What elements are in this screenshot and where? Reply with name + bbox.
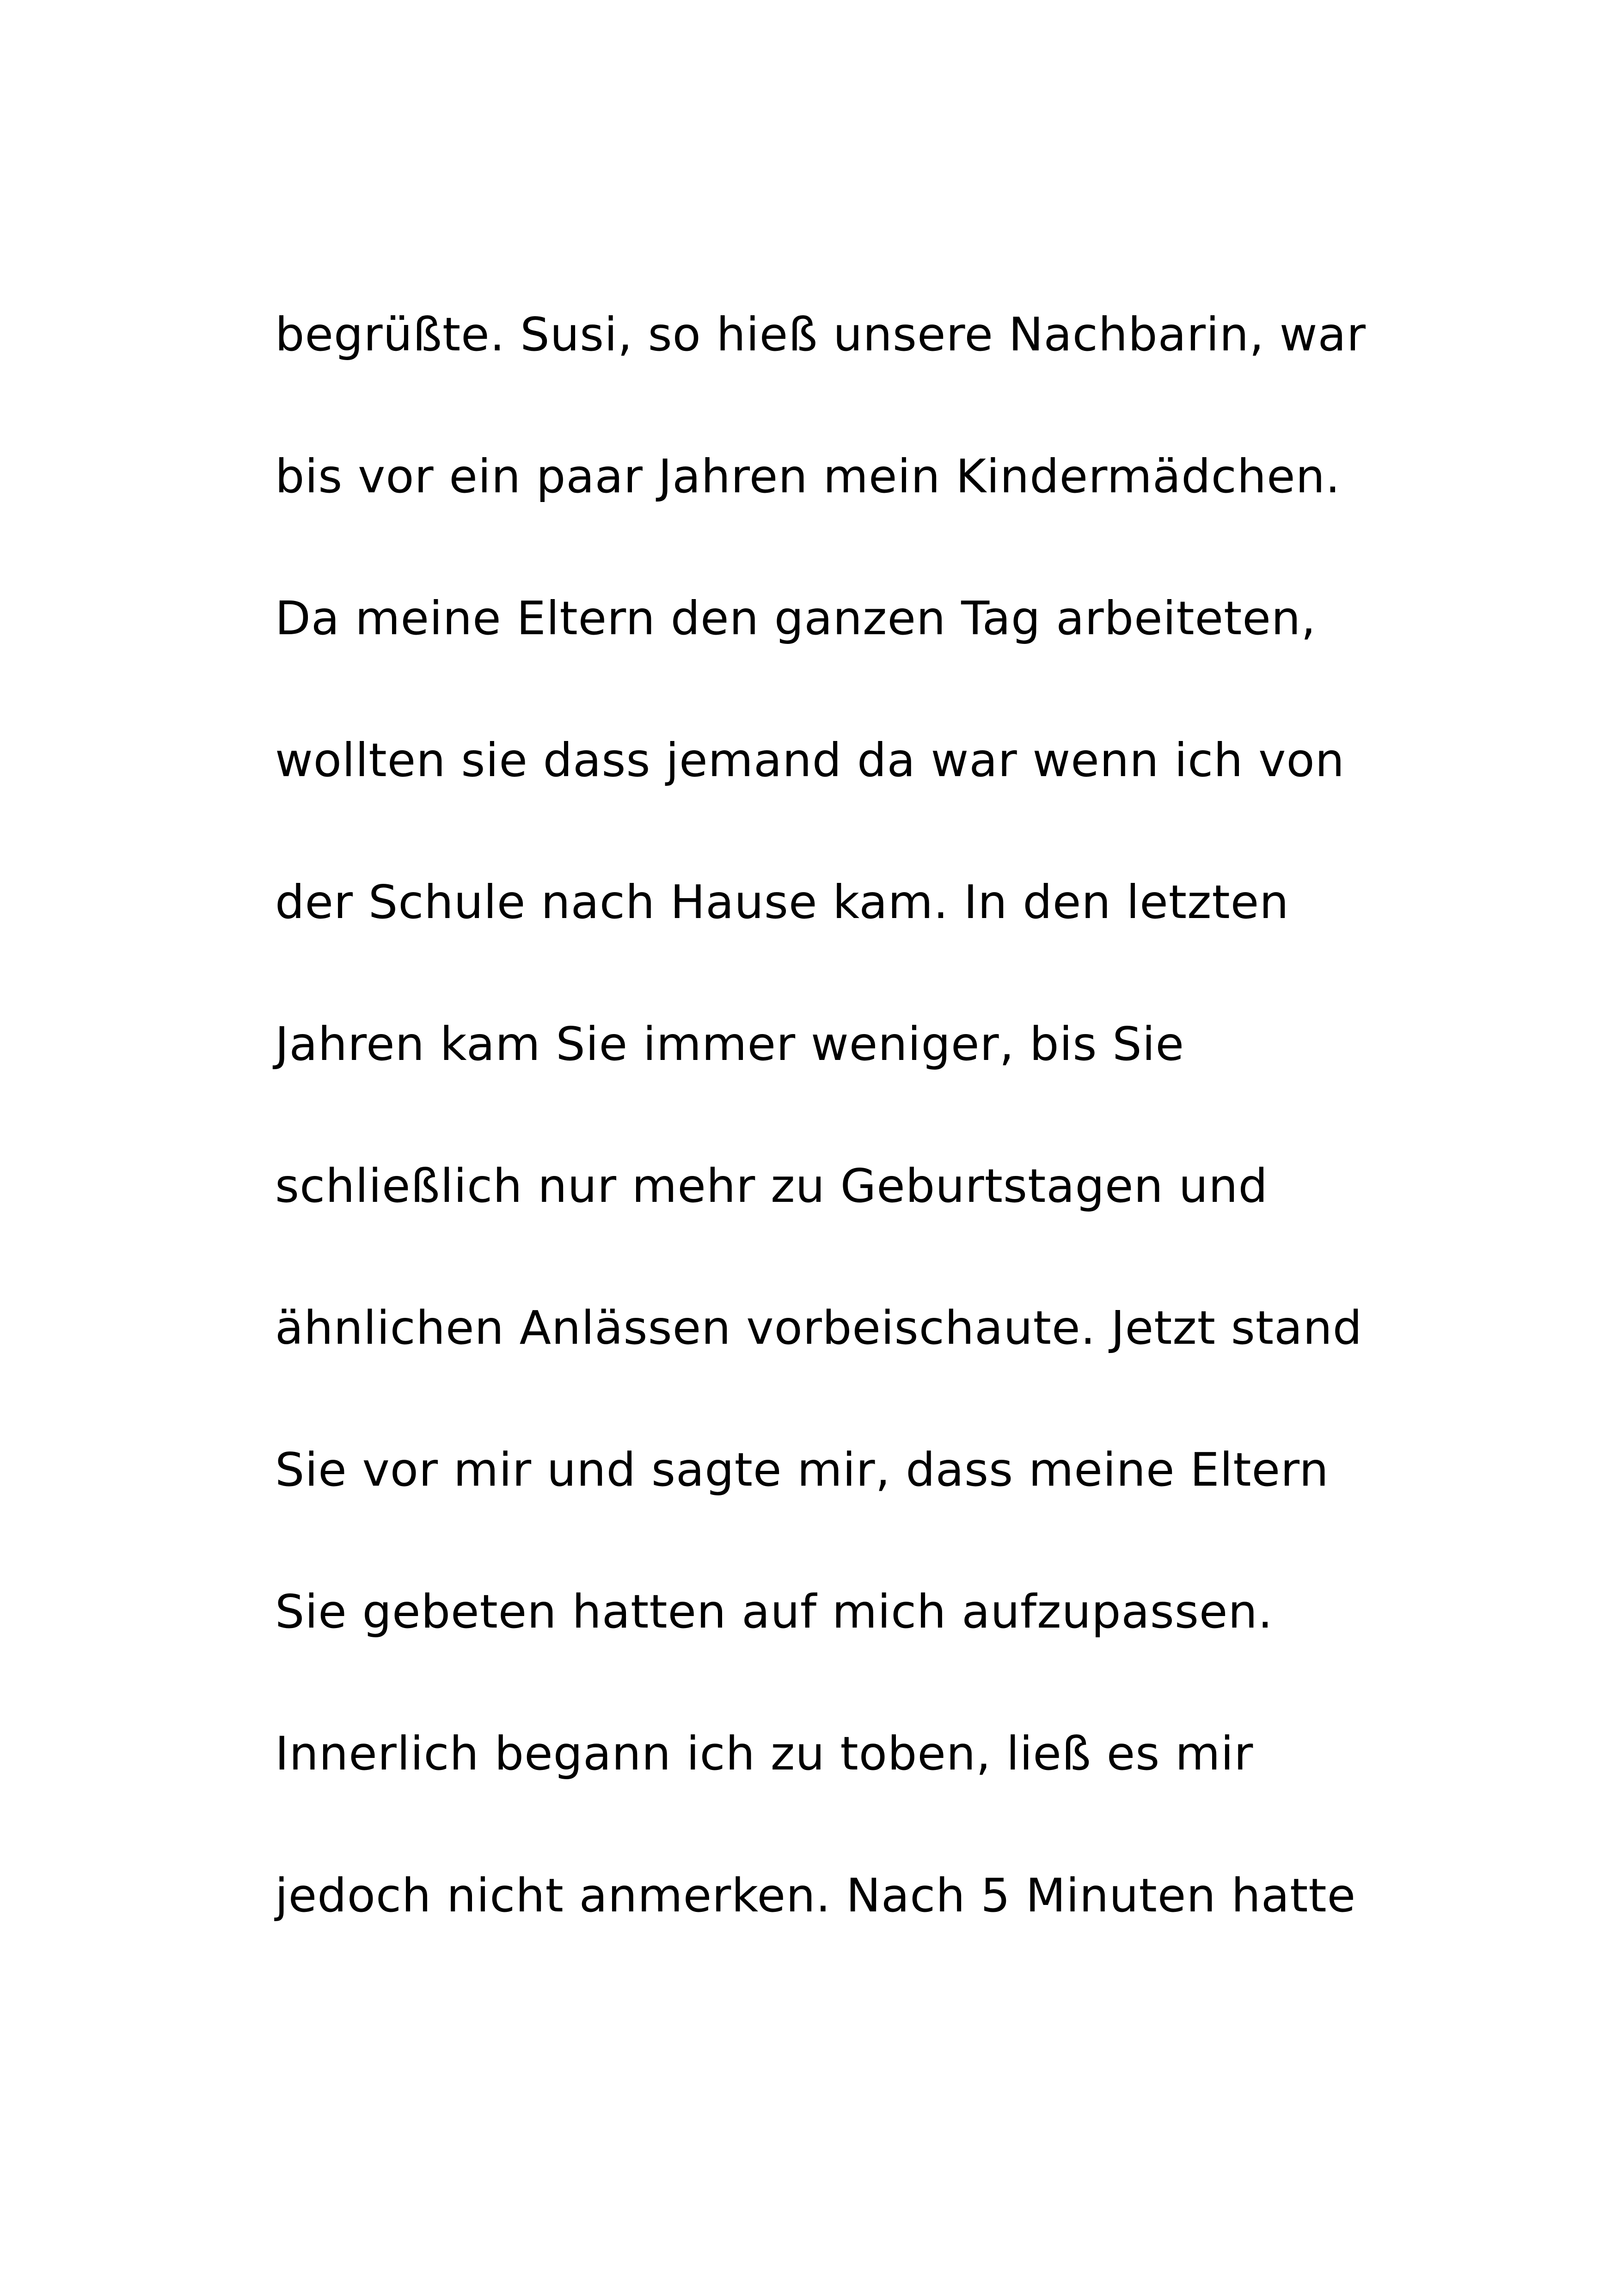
text-line-8: ähnlichen Anlässen vorbeischaute. Jetzt stand [275, 1301, 1363, 1355]
text-line-10: Sie gebeten hatten auf mich aufzupassen. [275, 1585, 1273, 1639]
text-line-9: Sie vor mir und sagte mir, dass meine Eltern [275, 1443, 1329, 1497]
text-line-12: jedoch nicht anmerken. Nach 5 Minuten hatte [275, 1868, 1356, 1923]
body-text [275, 263, 1477, 1966]
text-line-11: Innerlich begann ich zu toben, ließ es mir [275, 1727, 1254, 1781]
text-line-3: Da meine Eltern den ganzen Tag arbeiteten, [275, 591, 1317, 645]
text-line-5: der Schule nach Hause kam. In den letzten [275, 875, 1289, 929]
text-line-1: begrüßte. Susi, so hieß unsere Nachbarin, war [275, 307, 1366, 361]
text-line-4: wollten sie dass jemand da war wenn ich von [275, 733, 1345, 787]
text-line-6: Jahren kam Sie immer weniger, bis Sie [275, 1017, 1185, 1071]
text-line-7: schließlich nur mehr zu Geburtstagen und [275, 1159, 1268, 1213]
text-line-2: bis vor ein paar Jahren mein Kindermädchen. [275, 449, 1341, 503]
